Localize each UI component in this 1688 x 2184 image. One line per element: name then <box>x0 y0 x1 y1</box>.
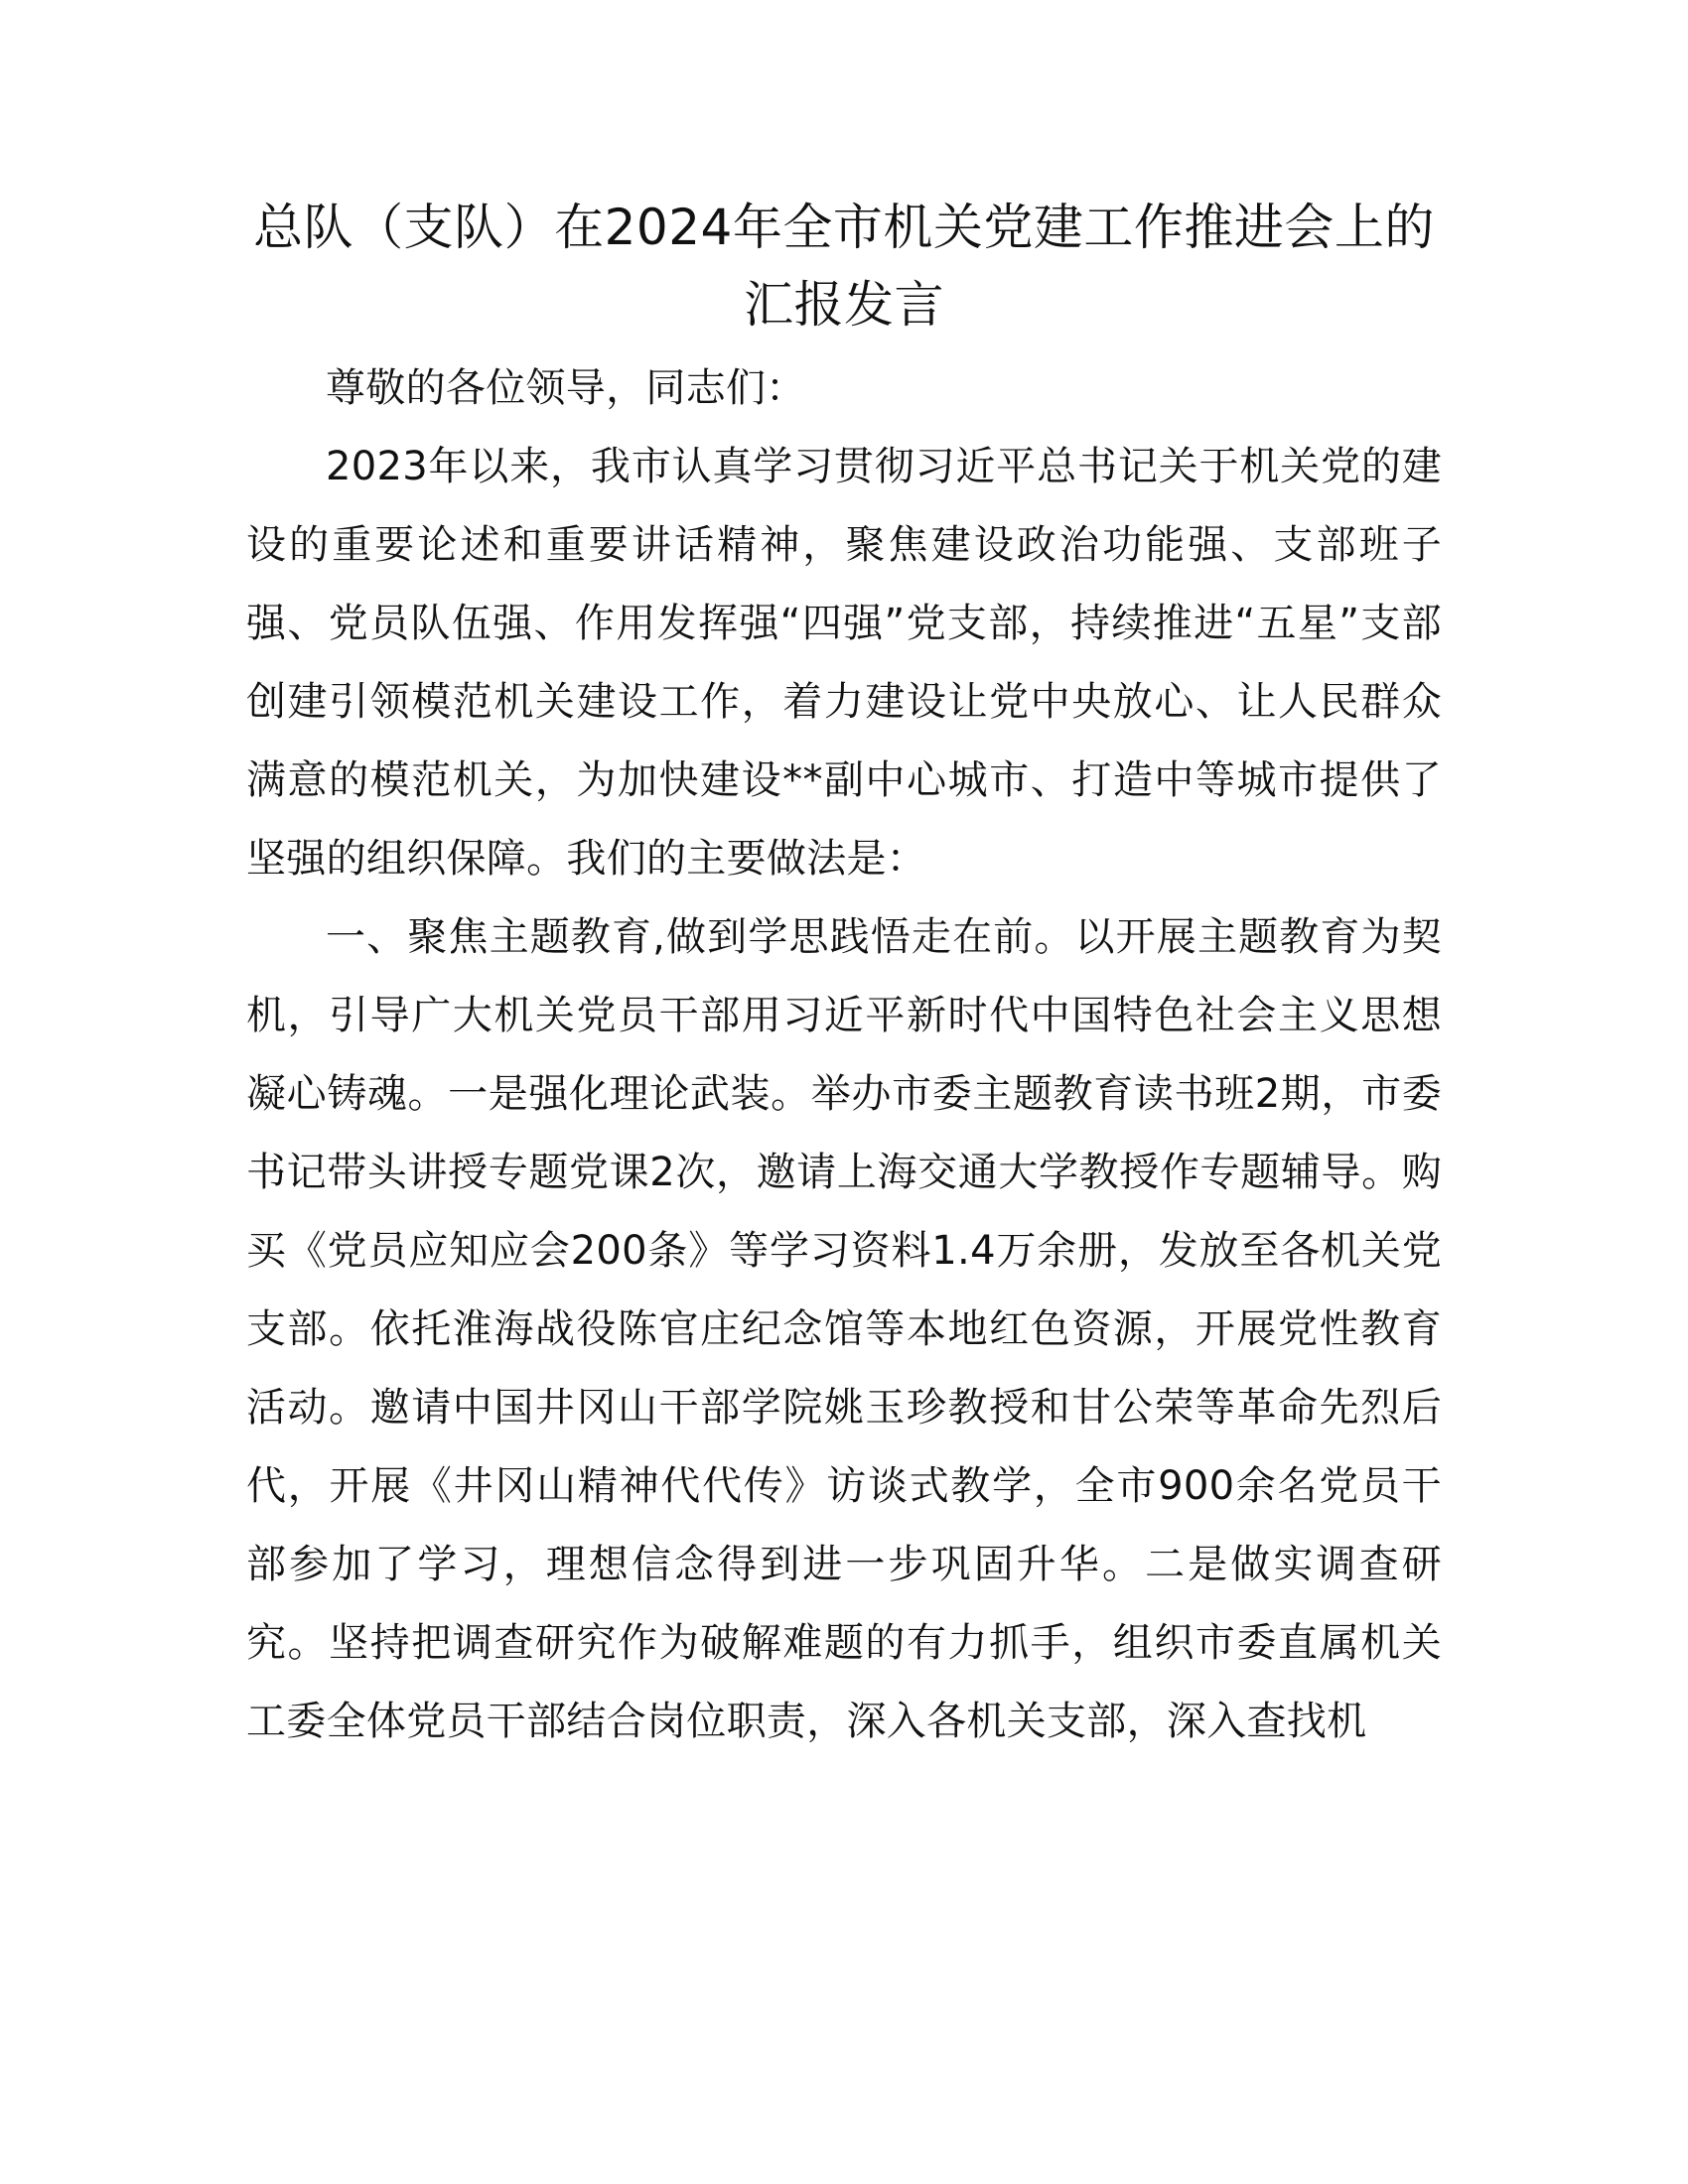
greeting: 尊敬的各位领导，同志们： <box>326 365 806 411</box>
document-title: 总队（支队）在2024年全市机关党建工作推进会上的汇报发言 <box>253 199 1435 334</box>
document-page <box>246 189 1442 1761</box>
paragraph-section-1: 一、聚焦主题教育,做到学思践悟走在前。以开展主题教育为契机，引导广大机关党员干部用习近平新时代中国特色社会主义思想凝心铸魂。一是强化理论武装。举办市委主题教育读书班2期，市委书记带头讲授专题党课2次，邀请上海交通大学教授作专题辅导。购买《党员应知应会200条》等学习资料1.4万余册，发放至各机关党支部。依托淮海战役陈官庄纪念馆等本地红色资源，开展党性教育活动。邀请中国井冈山干部学院姚玉珍教授和甘公荣等革命先烈后代，开展《井冈山精神代代传》访谈式教学，全市900余名党员干部参加了学习，理想信念得到进一步巩固升华。二是做实调查研究。坚持把调查研究作为破解难题的有力抓手，组织市委直属机关工委全体党员干部结合岗位职责，深入各机关支部，深入查找机 <box>246 914 1442 1744</box>
paragraph-intro: 2023年以来，我市认真学习贯彻习近平总书记关于机关党的建设的重要论述和重要讲话精神，聚焦建设政治功能强、支部班子强、党员队伍强、作用发挥强“四强”党支部，持续推进“五星”支部创建引领模范机关建设工作，着力建设让党中央放心、让人民群众满意的模范机关，为加快建设**副中心城市、打造中等城市提供了坚强的组织保障。我们的主要做法是： <box>246 444 1442 882</box>
